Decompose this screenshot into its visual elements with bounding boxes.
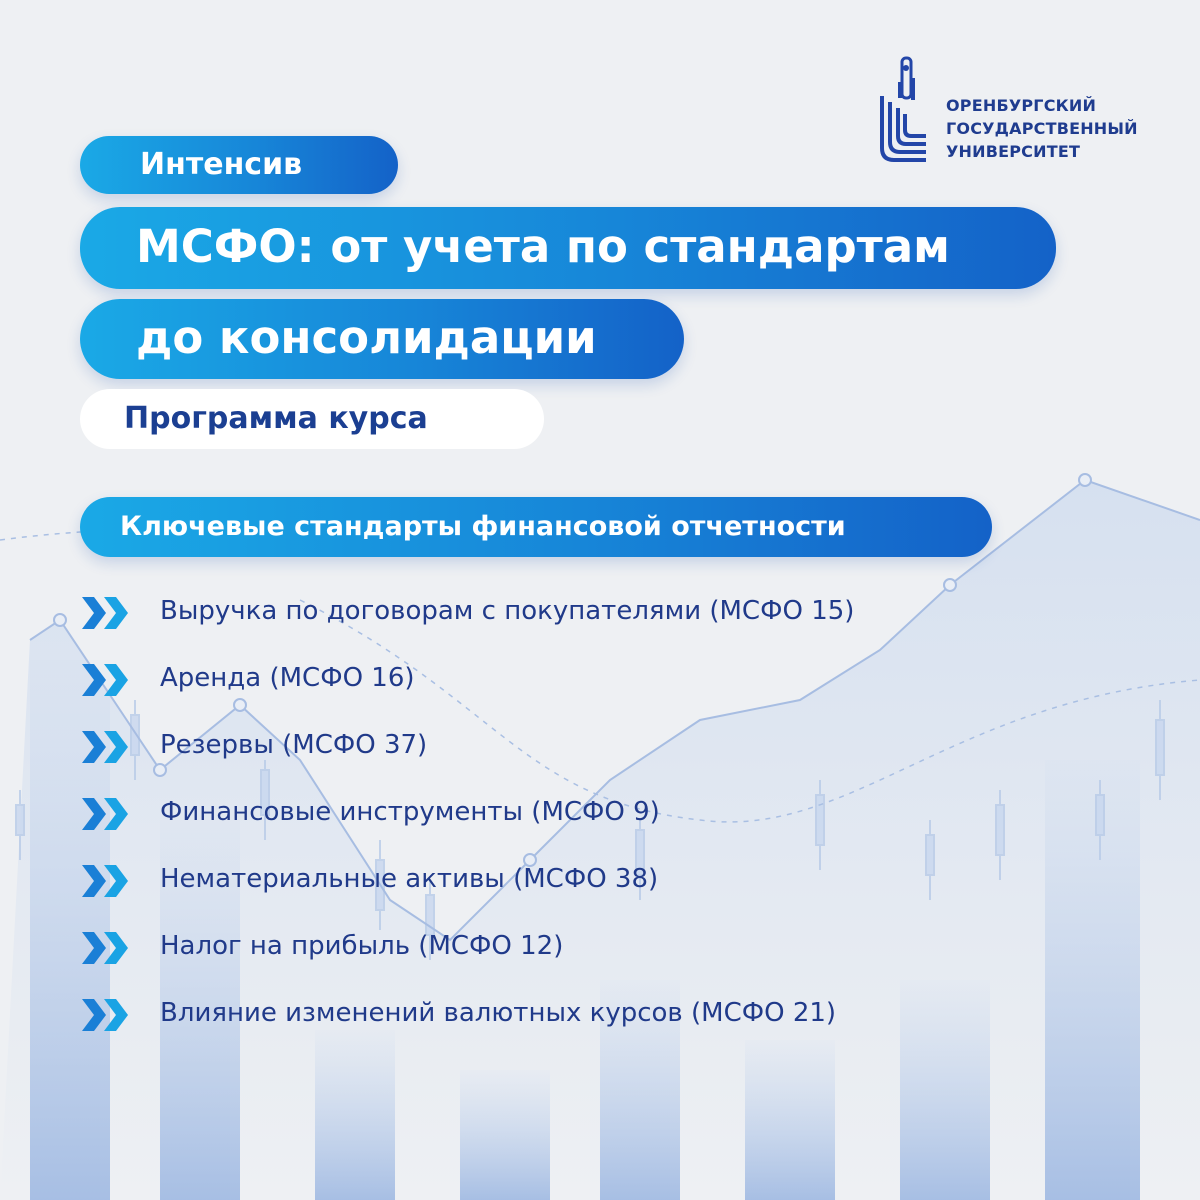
list-item-label: Резервы (МСФО 37) <box>160 730 428 760</box>
list-item-label: Аренда (МСФО 16) <box>160 663 415 693</box>
section-title: Ключевые стандарты финансовой отчетности <box>80 497 992 557</box>
subtitle-badge: Программа курса <box>80 389 544 449</box>
list-item-label: Выручка по договорам с покупателями (МСФО 15) <box>160 596 855 626</box>
page-title-line-1: МСФО: от учета по стандартам <box>80 207 1056 289</box>
double-chevron-right-icon <box>80 997 134 1033</box>
university-logo <box>876 56 1138 176</box>
list-item-label: Влияние изменений валютных курсов (МСФО 21) <box>160 998 837 1028</box>
double-chevron-right-icon <box>80 930 134 966</box>
university-name <box>946 94 1138 163</box>
university-name-line-3: УНИВЕРСИТЕТ <box>946 142 1081 161</box>
double-chevron-right-icon <box>80 595 134 631</box>
double-chevron-right-icon <box>80 729 134 765</box>
double-chevron-right-icon <box>80 662 134 698</box>
double-chevron-right-icon <box>80 796 134 832</box>
kicker-badge: Интенсив <box>80 136 398 194</box>
university-name-line-2: ГОСУДАРСТВЕННЫЙ <box>946 119 1138 138</box>
double-chevron-right-icon <box>80 863 134 899</box>
university-logo-icon <box>876 56 938 176</box>
university-name-line-1: ОРЕНБУРГСКИЙ <box>946 96 1097 115</box>
list-item-label: Нематериальные активы (МСФО 38) <box>160 864 659 894</box>
list-item-label: Финансовые инструменты (МСФО 9) <box>160 797 660 827</box>
list-item-label: Налог на прибыль (МСФО 12) <box>160 931 564 961</box>
page-title-line-2: до консолидации <box>80 299 684 379</box>
